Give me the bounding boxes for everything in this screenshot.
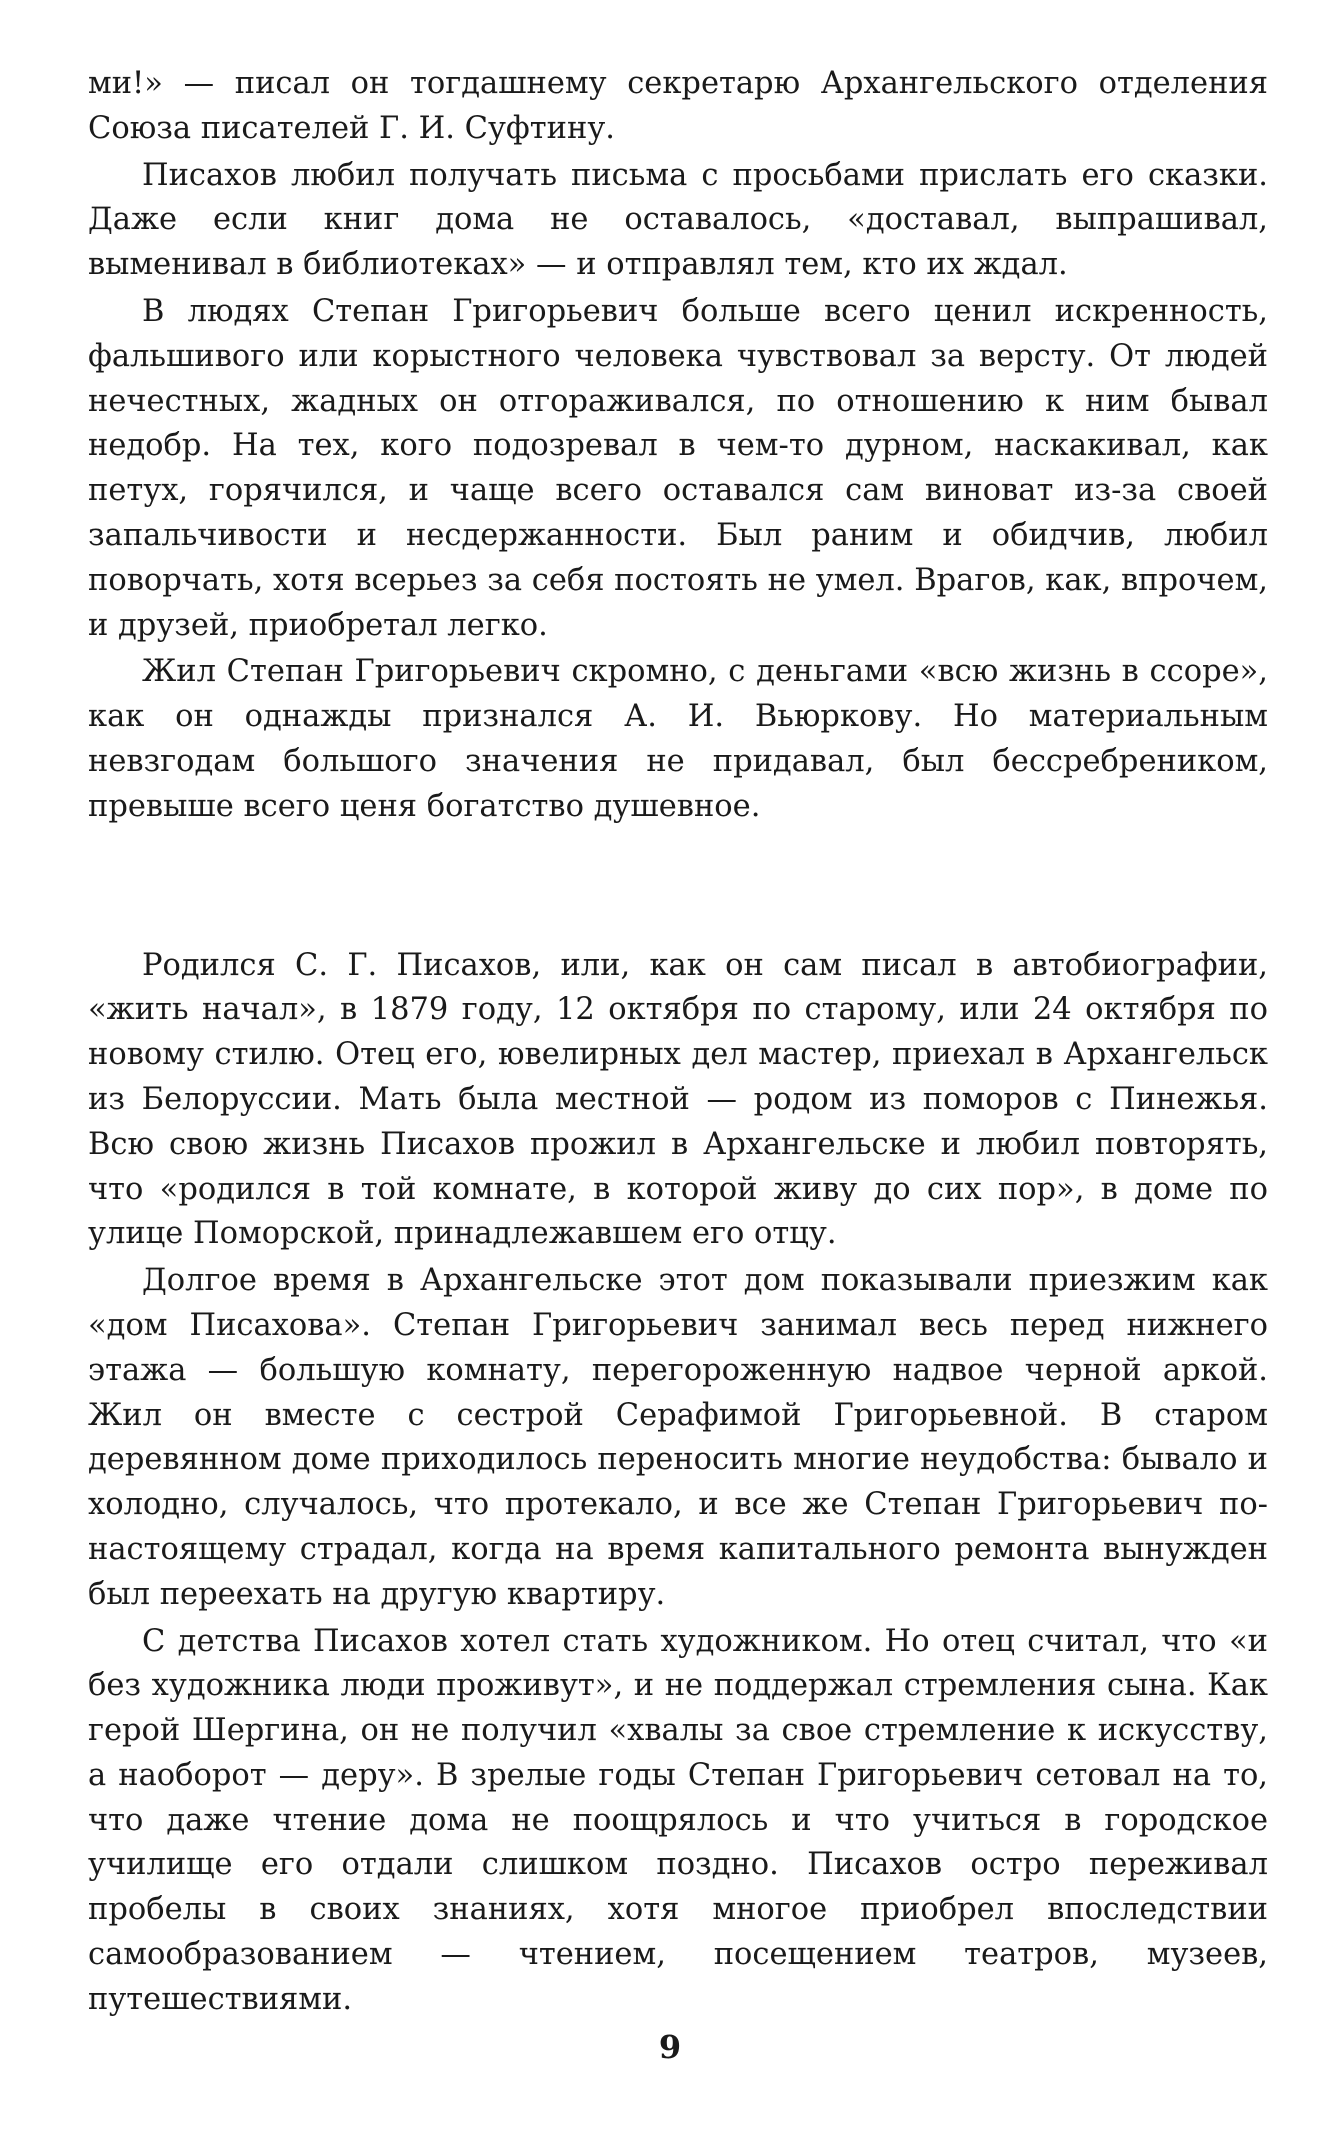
paragraph-continuation: ми!» — писал он тогдашнему секретарю Архангельского отделения Союза писателей Г. И. Суфтину.	[88, 66, 1268, 146]
section-break	[88, 832, 1268, 944]
paragraph: Жил Степан Григорьевич скромно, с деньгами «всю жизнь в ссоре», как он однажды признался А. И. Вьюркову. Но материальным невзгодам большого значения не придавал, был бессребреником, превыше всего ценя богатство душевное.	[88, 654, 1268, 824]
page-body	[88, 62, 1268, 2025]
paragraph: Долгое время в Архангельске этот дом показывали приезжим как «дом Писахова». Степан Григорьевич занимал весь перед нижнего этажа — большую комнату, перегороженную надвое черной аркой. Жил он вместе с сестрой Серафимой Григорьевной. В старом деревянном доме приходилось переносить многие неудобства: бывало и холодно, случалось, что протекало, и все же Степан Григорьевич по-настоящему страдал, когда на время капитального ремонта вынужден был переехать на другую квартиру.	[88, 1263, 1268, 1612]
page-number: 9	[658, 2028, 682, 2066]
paragraph: Писахов любил получать письма с просьбами прислать его сказки. Даже если книг дома не оставалось, «доставал, выпрашивал, выменивал в библиотеках» — и отправлял тем, кто их ждал.	[88, 157, 1268, 283]
paragraph: Родился С. Г. Писахов, или, как он сам писал в автобиографии, «жить начал», в 1879 году, 12 октября по старому, или 24 октября по новому стилю. Отец его, ювелирных дел мастер, приехал в Архангельск из Белоруссии. Мать была местной — родом из поморов с Пинежья. Всю свою жизнь Писахов прожил в Архангельске и любил повторять, что «родился в той комнате, в которой живу до сих пор», в доме по улице Поморской, принадлежавшем его отцу.	[88, 947, 1268, 1252]
paragraph: С детства Писахов хотел стать художником. Но отец считал, что «и без художника люди проживут», и не поддержал стремления сына. Как герой Шергина, он не получил «хвалы за свое стремление к искусству, а наоборот — деру». В зрелые годы Степан Григорьевич сетовал на то, что даже чтение дома не поощрялось и что учиться в городское училище его отдали слишком поздно. Писахов остро переживал пробелы в своих знаниях, хотя многое приобрел впоследствии самообразованием — чтением, посещением театров, музеев, путешествиями.	[88, 1623, 1268, 2017]
paragraph: В людях Степан Григорьевич больше всего ценил искренность, фальшивого или корыстного человека чувствовал за версту. От людей нечестных, жадных он отгораживался, по отношению к ним бывал недобр. На тех, кого подозревал в чем-то дурном, наскакивал, как петух, горячился, и чаще всего оставался сам виноват из-за своей запальчивости и несдержанности. Был раним и обидчив, любил поворчать, хотя всерьез за себя постоять не умел. Врагов, как, впрочем, и друзей, приобретал легко.	[88, 293, 1268, 643]
